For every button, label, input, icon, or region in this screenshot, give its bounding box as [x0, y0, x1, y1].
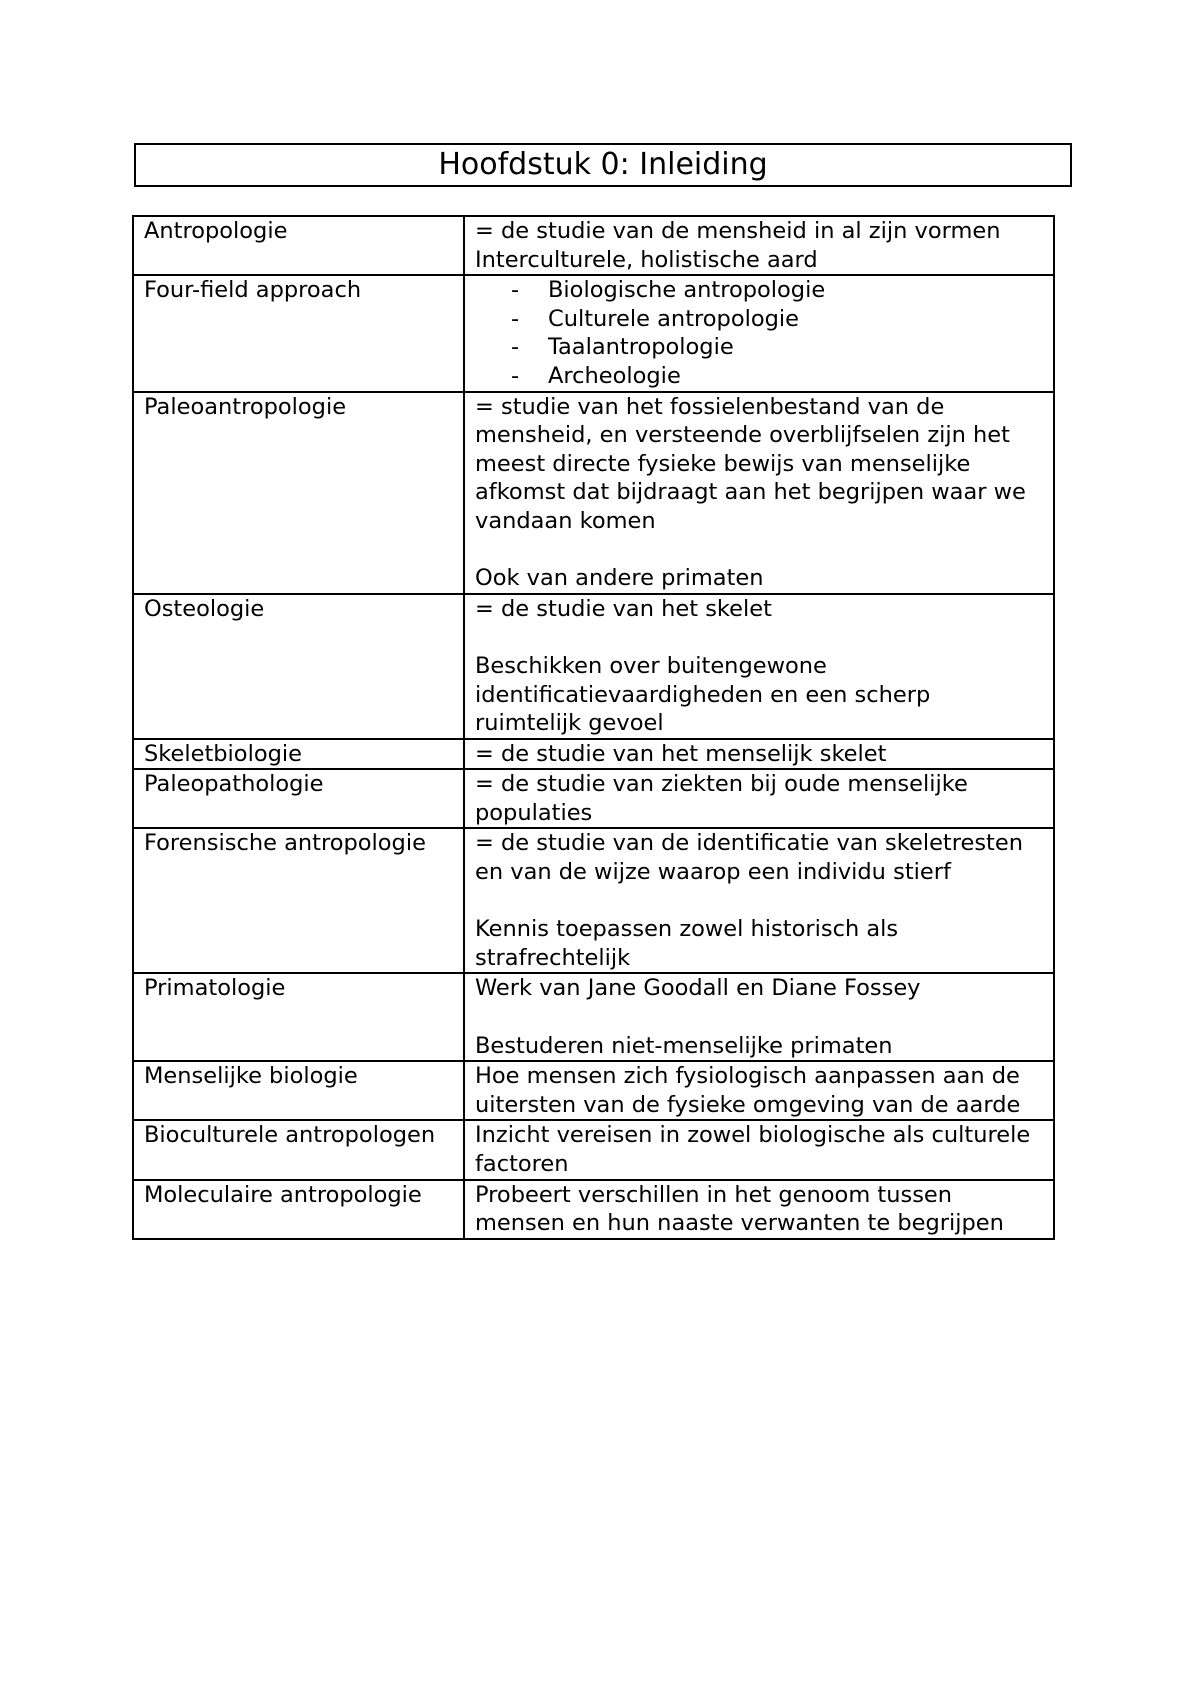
table-row — [133, 1120, 1054, 1179]
definition-paragraph: = de studie van ziekten bij oude menselijke populaties — [475, 771, 968, 826]
term-cell: Forensische antropologie — [133, 828, 464, 973]
definition-cell — [464, 828, 1054, 973]
definition-paragraph: = de studie van het menselijk skelet — [475, 740, 887, 767]
table-row — [133, 216, 1054, 275]
definition-paragraph: Kennis toepassen zowel historisch als strafrechtelijk — [475, 916, 899, 971]
list-item — [511, 305, 1043, 334]
definition-cell — [464, 594, 1054, 739]
definition-paragraph: = de studie van de identificatie van skeletresten en van de wijze waarop een individu stierf — [475, 830, 1023, 886]
page-title: Hoofdstuk 0: Inleiding — [134, 143, 1072, 187]
definition-cell — [464, 1120, 1054, 1179]
list-item-label: Culturele antropologie — [548, 305, 799, 332]
definitions-table-body — [133, 216, 1054, 1239]
list-item-label: Biologische antropologie — [548, 277, 826, 304]
definition-paragraph: Interculturele, holistische aard — [475, 246, 818, 273]
term-cell: Paleopathologie — [133, 769, 464, 828]
table-row — [133, 594, 1054, 739]
table-row — [133, 1061, 1054, 1120]
term-cell: Four-field approach — [133, 275, 464, 391]
definition-paragraph: Bestuderen niet-menselijke primaten — [475, 1032, 893, 1059]
definition-cell — [464, 392, 1054, 594]
list-item — [511, 333, 1043, 362]
blank-line — [475, 536, 1043, 565]
definition-cell — [464, 739, 1054, 770]
definition-paragraph: Inzicht vereisen in zowel biologische als culturele factoren — [475, 1122, 1031, 1177]
blank-line — [475, 1003, 1043, 1032]
blank-line — [475, 887, 1043, 916]
definition-paragraph: = studie van het fossielenbestand van de mensheid, en versteende overblijfselen zijn het meest directe fysieke bewijs van menselijke afkomst dat bijdraagt aan het begrijpen waar we vandaan komen — [475, 393, 1026, 534]
table-row — [133, 392, 1054, 594]
bullet-dash-icon: - — [511, 305, 520, 332]
term-cell: Osteologie — [133, 594, 464, 739]
table-row — [133, 769, 1054, 828]
definition-cell — [464, 769, 1054, 828]
definition-paragraph: Werk van Jane Goodall en Diane Fossey — [475, 975, 921, 1002]
table-row — [133, 1180, 1054, 1239]
bullet-dash-icon: - — [511, 277, 520, 304]
definitions-table — [132, 215, 1055, 1240]
definition-cell — [464, 275, 1054, 391]
definition-cell — [464, 1180, 1054, 1239]
bullet-dash-icon: - — [511, 334, 520, 361]
term-cell: Skeletbiologie — [133, 739, 464, 770]
bullet-dash-icon: - — [511, 362, 520, 389]
term-cell: Moleculaire antropologie — [133, 1180, 464, 1239]
bullet-list — [475, 276, 1043, 390]
term-cell: Bioculturele antropologen — [133, 1120, 464, 1179]
definition-cell — [464, 216, 1054, 275]
term-cell: Menselijke biologie — [133, 1061, 464, 1120]
list-item-label: Archeologie — [548, 362, 681, 389]
table-row — [133, 275, 1054, 391]
list-item — [511, 362, 1043, 391]
definition-cell — [464, 973, 1054, 1061]
table-row — [133, 739, 1054, 770]
definition-paragraph: Probeert verschillen in het genoom tussen mensen en hun naaste verwanten te begrijpen — [475, 1181, 1004, 1237]
definition-cell — [464, 1061, 1054, 1120]
blank-line — [475, 623, 1043, 652]
definition-paragraph: = de studie van de mensheid in al zijn vormen — [475, 218, 1001, 244]
term-cell: Primatologie — [133, 973, 464, 1061]
definition-paragraph: Beschikken over buitengewone identificatievaardigheden en een scherp ruimtelijk gevoel — [475, 652, 931, 737]
list-item-label: Taalantropologie — [548, 334, 734, 361]
list-item — [511, 276, 1043, 305]
table-row — [133, 973, 1054, 1061]
term-cell: Antropologie — [133, 216, 464, 275]
definition-paragraph: Hoe mensen zich fysiologisch aanpassen aan de uitersten van de fysieke omgeving van de aarde — [475, 1063, 1021, 1118]
table-row — [133, 828, 1054, 973]
definition-paragraph: Ook van andere primaten — [475, 565, 764, 592]
definition-paragraph: = de studie van het skelet — [475, 595, 772, 622]
term-cell: Paleoantropologie — [133, 392, 464, 594]
